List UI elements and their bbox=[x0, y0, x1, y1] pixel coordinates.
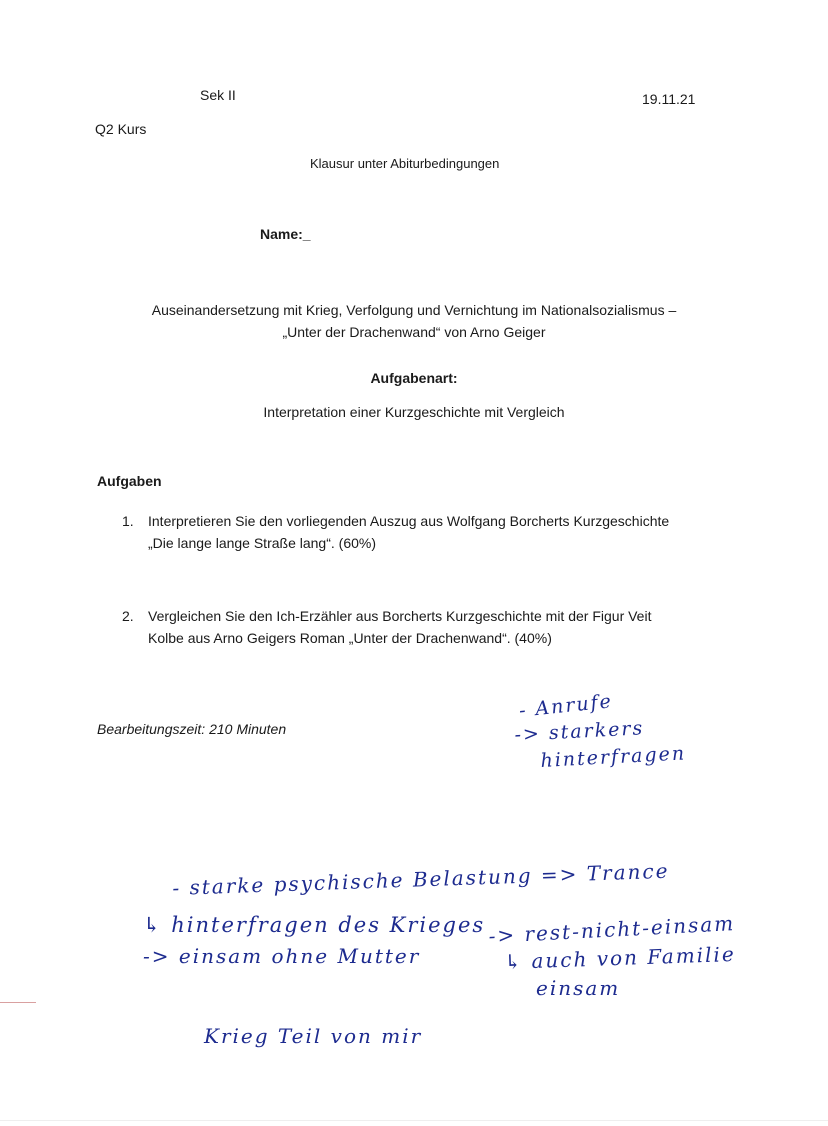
handwritten-note: ↳ hinterfragen des Krieges bbox=[143, 913, 486, 937]
handwritten-note: hinterfragen bbox=[540, 742, 687, 772]
school-level: Sek II bbox=[200, 87, 236, 103]
handwritten-note: - Anrufe bbox=[518, 690, 614, 722]
handwritten-note: einsam bbox=[536, 976, 621, 1000]
topic-line-2: „Unter der Drachenwand“ von Arno Geiger bbox=[282, 324, 546, 340]
task-text-line-1: Vergleichen Sie den Ich-Erzähler aus Borcherts Kurzgeschichte mit der Figur Veit bbox=[148, 608, 652, 624]
handwritten-note: -> starkers bbox=[514, 717, 645, 746]
tasks-heading: Aufgaben bbox=[97, 473, 162, 489]
topic-line-1: Auseinandersetzung mit Krieg, Verfolgung und Vernichtung im Nationalsozialismus – bbox=[151, 302, 677, 318]
handwritten-note: - starke psychische Belastung => Trance bbox=[172, 858, 670, 900]
handwritten-note: ↳ auch von Familie bbox=[504, 941, 737, 974]
handwritten-note: Krieg Teil von mir bbox=[204, 1024, 423, 1048]
task-number: 1. bbox=[122, 513, 134, 529]
exam-date: 19.11.21 bbox=[642, 91, 696, 107]
handwritten-note: -> einsam ohne Mutter bbox=[143, 944, 421, 968]
scan-artifact bbox=[0, 1120, 828, 1121]
exam-title: Klausur unter Abiturbedingungen bbox=[310, 156, 500, 171]
name-field-label: Name:_ bbox=[260, 226, 311, 242]
task-type-heading: Aufgabenart: bbox=[370, 370, 458, 386]
task-text-line-1: Interpretieren Sie den vorliegenden Auszug aus Wolfgang Borcherts Kurzgeschichte bbox=[148, 513, 670, 529]
task-type-value: Interpretation einer Kurzgeschichte mit Vergleich bbox=[263, 404, 565, 420]
time-limit: Bearbeitungszeit: 210 Minuten bbox=[97, 721, 287, 737]
handwritten-note: -> rest-nicht-einsam bbox=[488, 911, 736, 948]
course-label: Q2 Kurs bbox=[95, 121, 147, 137]
task-number: 2. bbox=[122, 608, 134, 624]
task-item-1 bbox=[122, 510, 742, 556]
task-item-2 bbox=[122, 605, 742, 651]
task-text-line-2: „Die lange lange Straße lang“. (60%) bbox=[148, 535, 377, 551]
task-text-line-2: Kolbe aus Arno Geigers Roman „Unter der Drachenwand“. (40%) bbox=[148, 630, 552, 646]
scan-artifact bbox=[0, 1002, 36, 1003]
